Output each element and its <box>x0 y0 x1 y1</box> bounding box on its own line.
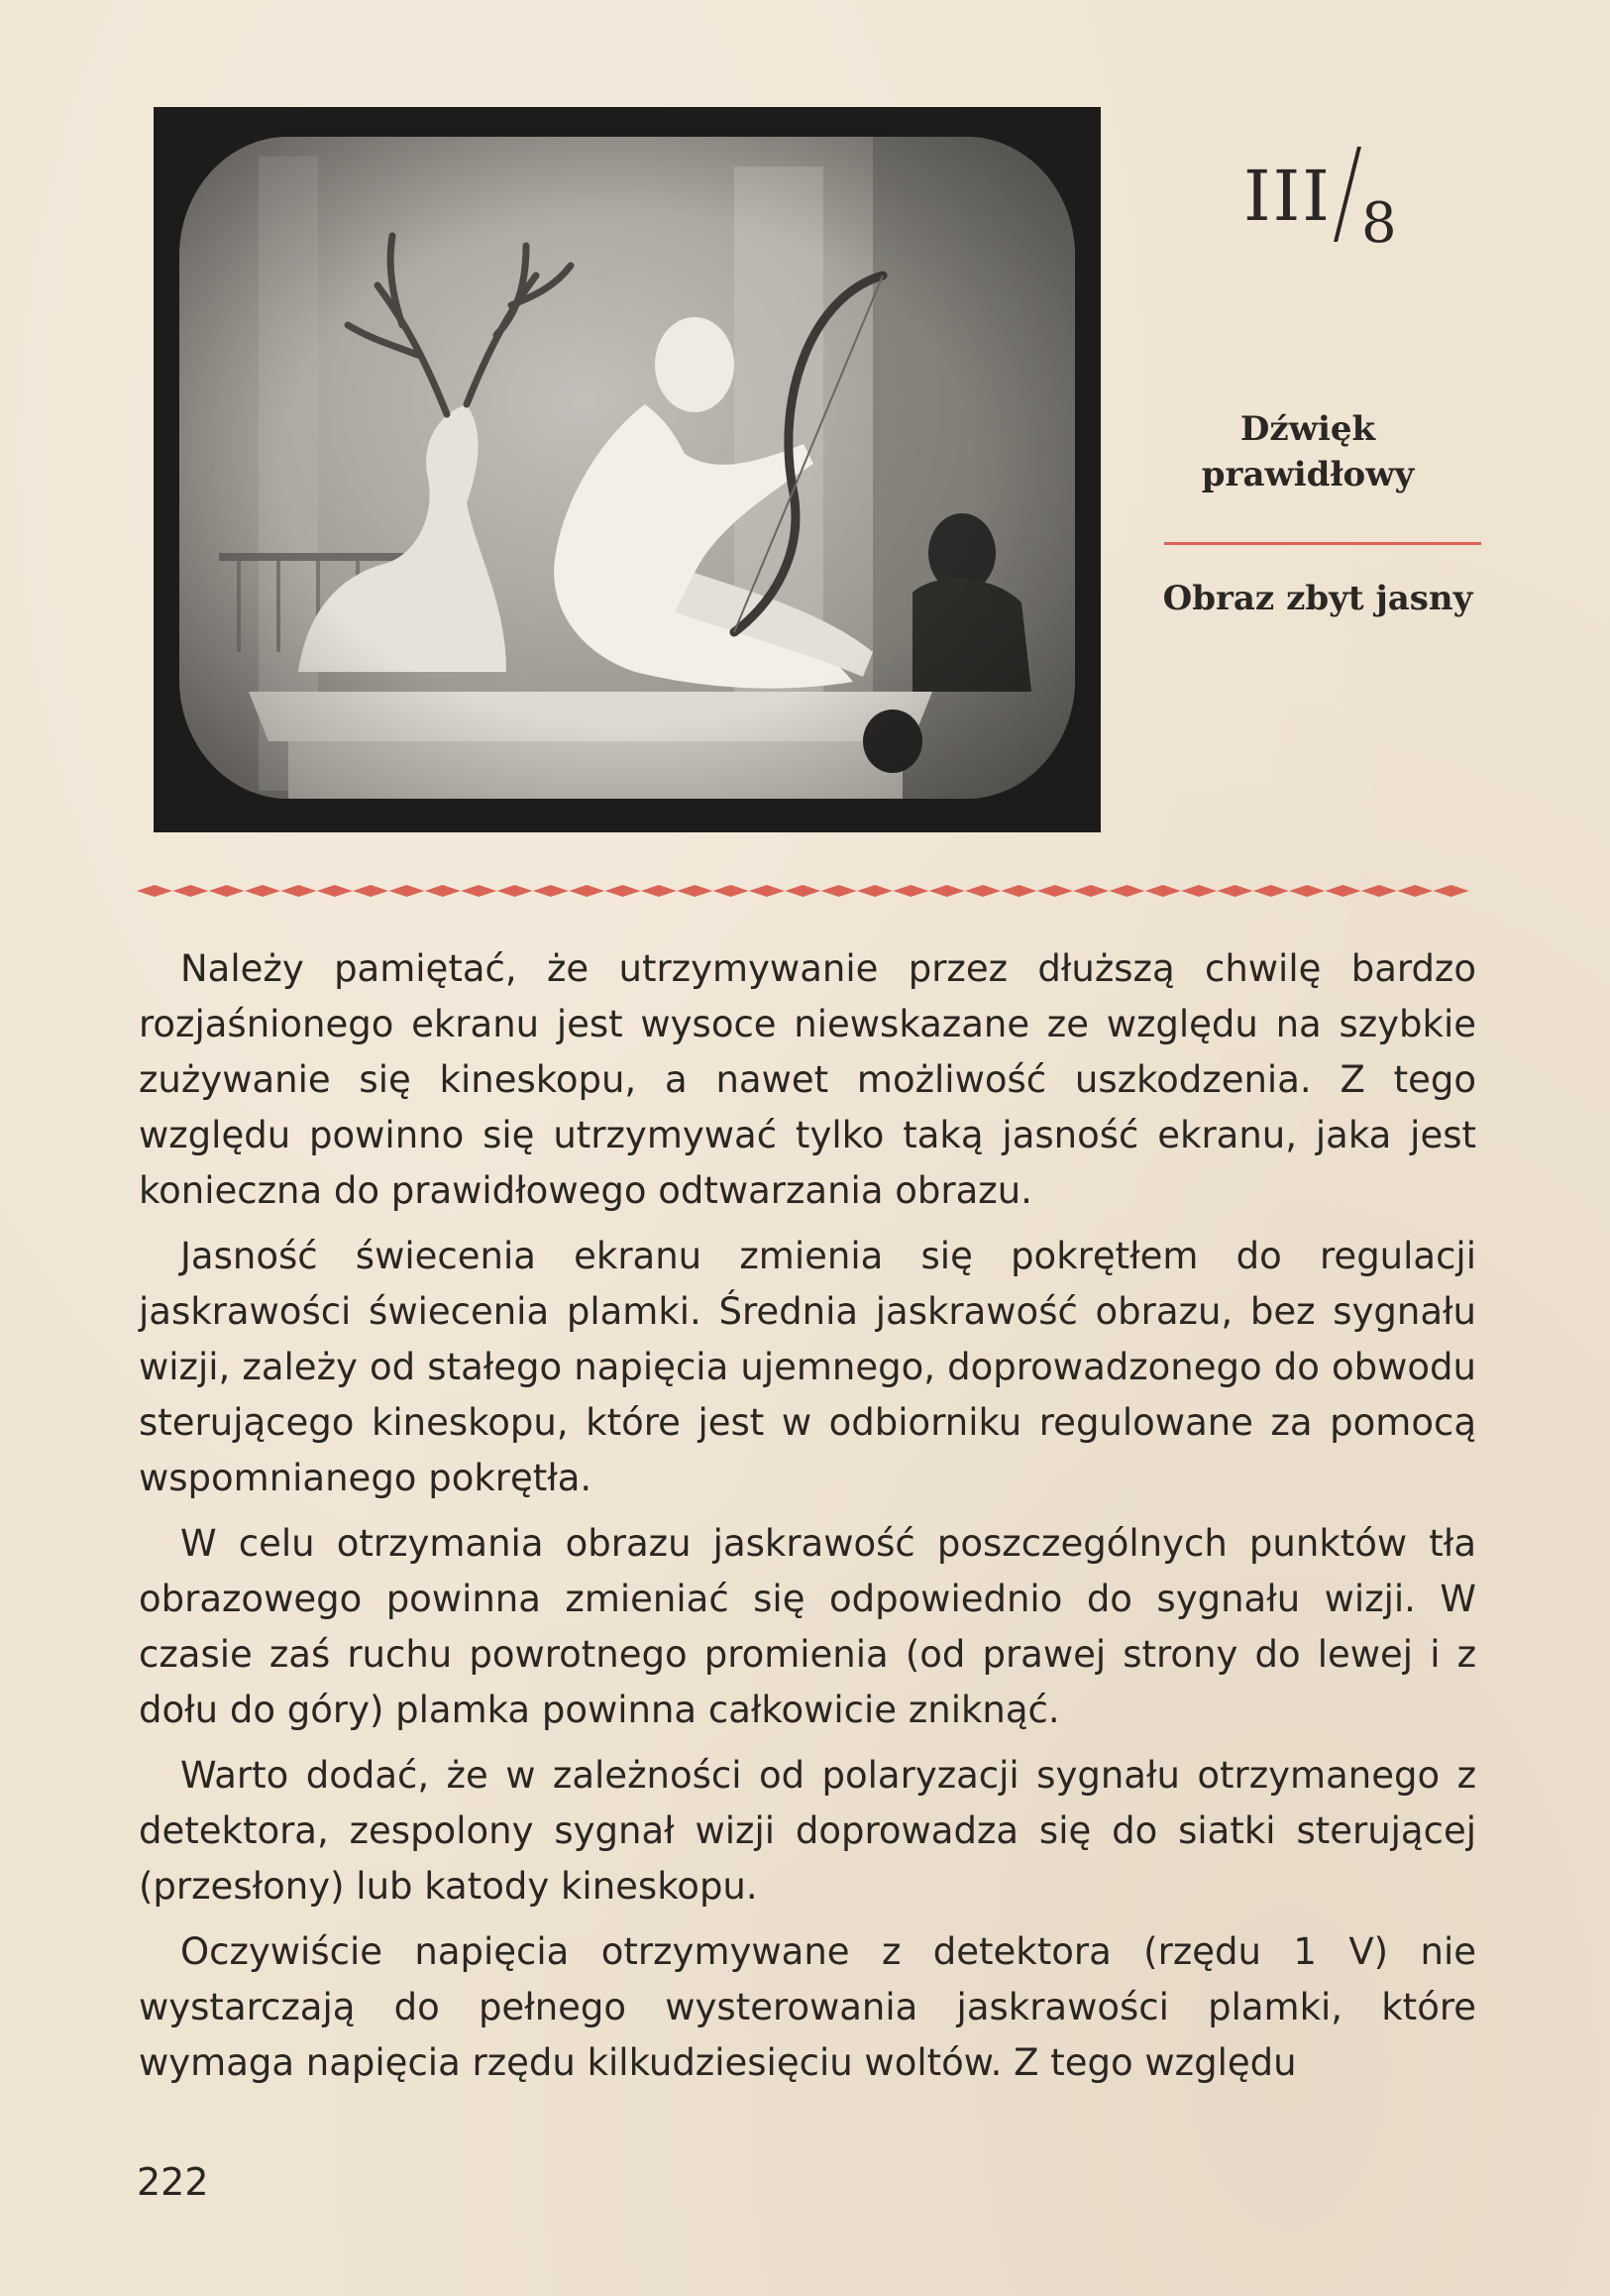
diamond-ornament <box>677 885 712 897</box>
diamond-ornament <box>1397 885 1433 897</box>
diamond-ornament <box>137 885 172 897</box>
diamond-ornament <box>1073 885 1109 897</box>
diamond-ornament <box>641 885 677 897</box>
section-code-main: III <box>1243 156 1332 237</box>
tv-screen-statue-photo <box>179 137 1075 799</box>
decorative-diamond-rule <box>137 879 1469 903</box>
paragraph: Należy pamiętać, że utrzymywanie przez dłuższą chwilę bardzo rozjaśnionego ekranu jest wysoce niewskazane ze względu na szybkie zużywanie się kineskopu, a nawet możliwość uszkodzenia. Z tego względu powinno się utrzymywać tylko taką jasność ekranu, jaka jest konieczna do prawidłowego odtwarzania obrazu. <box>139 947 1476 1212</box>
section-code <box>1243 147 1399 256</box>
diamond-ornament <box>1434 885 1469 897</box>
diamond-ornament <box>1037 885 1073 897</box>
diamond-ornament <box>388 885 424 897</box>
diamond-ornament <box>172 885 208 897</box>
statue-illustration <box>179 137 1075 799</box>
diamond-ornament <box>533 885 569 897</box>
diamond-ornament <box>569 885 604 897</box>
diamond-ornament <box>1181 885 1217 897</box>
diamond-ornament <box>965 885 1001 897</box>
image-status-label: Obraz zbyt jasny <box>1162 579 1473 618</box>
diamond-ornament <box>1001 885 1036 897</box>
paragraph: Warto dodać, że w zależności od polaryzacji sygnału otrzymanego z detektora, zespolony sygnał wizji doprowadza się do siatki sterującej (przesłony) lub katody kineskopu. <box>139 1754 1476 1908</box>
diamond-ornament <box>1253 885 1289 897</box>
diamond-ornament <box>353 885 388 897</box>
diamond-ornament <box>785 885 820 897</box>
diamond-ornament <box>1145 885 1181 897</box>
diamond-ornament <box>209 885 245 897</box>
diamond-ornament <box>497 885 533 897</box>
paragraph: Jasność świecenia ekranu zmienia się pokrętłem do regulacji jaskrawości świecenia plamki. Średnia jaskrawość obrazu, bez sygnału wizji, zależy od stałego napięcia ujemnego, doprowadzonego do obwodu sterującego kineskopu, które jest w odbiorniku regulowane za pomocą wspomnianego pokrętła. <box>139 1235 1476 1499</box>
body-text <box>139 941 1476 2101</box>
diamond-ornament <box>425 885 461 897</box>
diamond-ornament <box>929 885 965 897</box>
diamond-ornament <box>749 885 785 897</box>
diamond-ornament <box>1361 885 1397 897</box>
paragraph: Oczywiście napięcia otrzymywane z detektora (rzędu 1 V) nie wystarczają do pełnego wysterowania jaskrawości plamki, które wymaga napięcia rzędu kilkudziesięciu woltów. Z tego względu <box>139 1930 1476 2084</box>
diamond-ornament <box>1289 885 1325 897</box>
section-code-slash <box>1332 147 1361 242</box>
page-number: 222 <box>137 2160 209 2204</box>
diamond-ornament <box>1218 885 1253 897</box>
diamond-ornament <box>713 885 749 897</box>
diamond-ornament <box>857 885 893 897</box>
diamond-ornament <box>1109 885 1144 897</box>
tv-photo-frame <box>154 107 1101 832</box>
paragraph: W celu otrzymania obrazu jaskrawość poszczególnych punktów tła obrazowego powinna zmieniać się odpowiednio do sygnału wizji. W czasie zaś ruchu powrotnego promienia (od prawej strony do lewej i z dołu do góry) plamka powinna całkowicie zniknąć. <box>139 1522 1476 1731</box>
diamond-ornament <box>605 885 641 897</box>
sound-status-label: Dźwięk prawidłowy <box>1201 409 1415 494</box>
diamond-ornament <box>245 885 280 897</box>
diamond-ornament <box>821 885 857 897</box>
diamond-ornament <box>461 885 496 897</box>
section-code-sub: 8 <box>1360 191 1399 256</box>
diamond-ornament <box>280 885 316 897</box>
diamond-ornament <box>893 885 928 897</box>
diamond-ornament <box>317 885 353 897</box>
red-divider <box>1164 542 1481 545</box>
diamond-ornament <box>1326 885 1361 897</box>
